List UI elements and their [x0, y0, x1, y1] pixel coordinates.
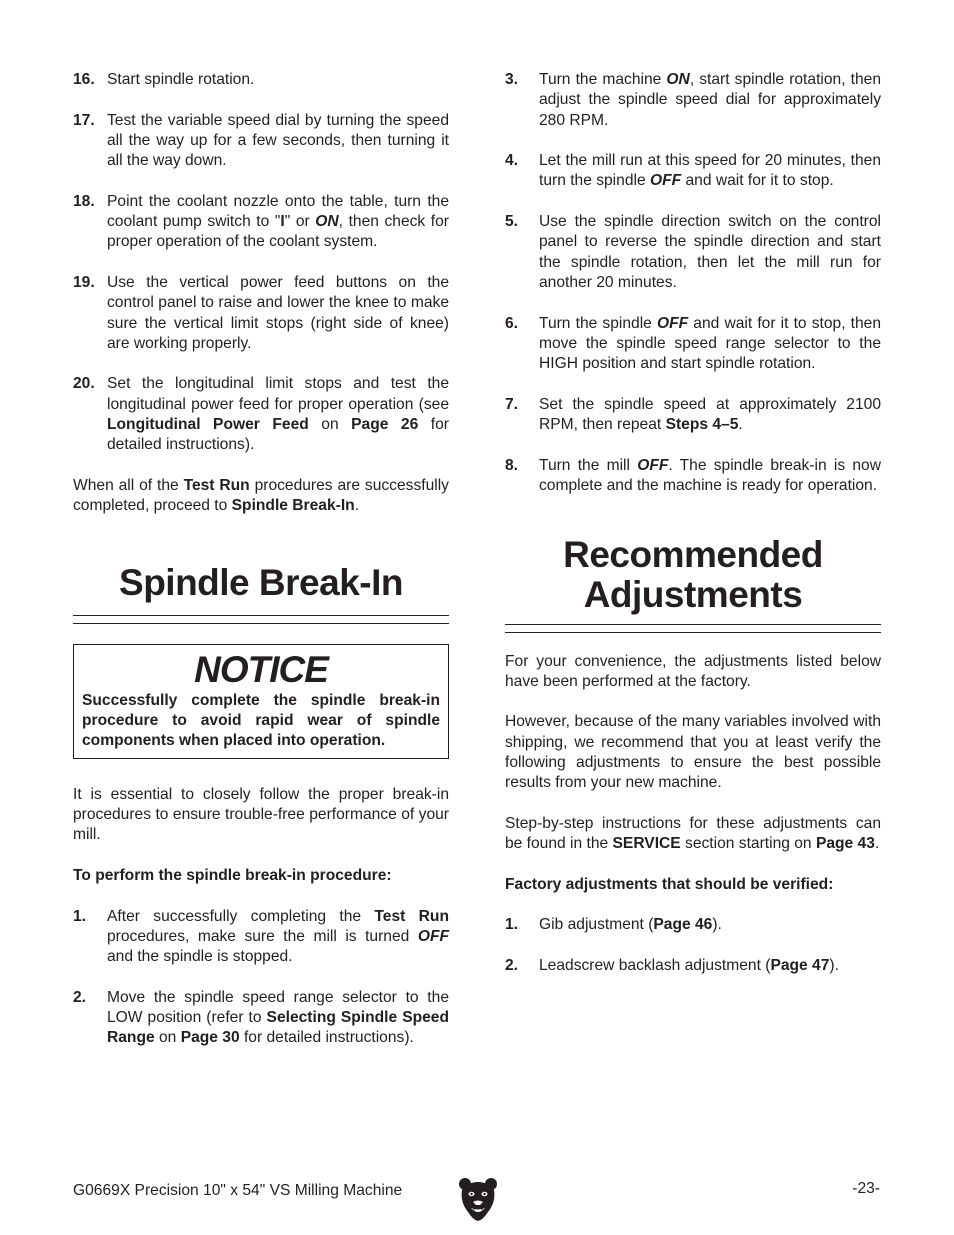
- footer-model: G0669X Precision 10" x 54" VS Milling Machine: [73, 1182, 403, 1199]
- text-run: Page 47: [770, 956, 830, 974]
- step-text: [107, 907, 449, 968]
- step-text: [539, 915, 881, 935]
- text-run: " or: [284, 213, 316, 231]
- step-number: 19.: [73, 273, 95, 291]
- text-run: Set the longitudinal limit stops and test the longitudinal power feed for proper operation (see: [107, 375, 449, 413]
- text-run: for detailed instructions).: [107, 416, 449, 454]
- step-number: 3.: [505, 71, 519, 88]
- step-text: [539, 456, 881, 497]
- numbered-step: [73, 273, 449, 354]
- numbered-step: [505, 212, 881, 293]
- text-run: Page 30: [180, 1029, 240, 1047]
- numbered-step: [505, 314, 881, 375]
- numbered-step: [505, 915, 881, 935]
- text-run: Gib adjustment (: [539, 916, 654, 934]
- step-text: [539, 151, 881, 192]
- text-run: Turn the mill: [539, 456, 638, 474]
- step-number: 20.: [73, 375, 95, 393]
- step-text: [539, 70, 881, 131]
- text-run: .: [874, 835, 880, 853]
- text-run: and wait for it to stop, then move the spindle speed range selector to the HIGH position and start spindle rotation.: [539, 314, 882, 373]
- text-run: OFF: [637, 456, 669, 474]
- notice-title: NOTICE: [194, 648, 328, 690]
- step-text: [107, 192, 449, 253]
- text-run: , then check for proper operation of the coolant system.: [107, 213, 449, 251]
- text-run: , start spindle rotation, then adjust the spindle speed dial for approximately 280 RPM.: [539, 71, 881, 129]
- step-number: 8.: [505, 456, 519, 474]
- step-number: 16.: [73, 71, 95, 88]
- text-run: ON: [666, 71, 690, 88]
- text-run: on: [308, 416, 352, 434]
- text-run: ON: [315, 213, 339, 231]
- step-number: 5.: [505, 213, 519, 231]
- text-run: OFF: [656, 314, 689, 332]
- numbered-step: [73, 374, 449, 455]
- title-line-1: Recommended: [563, 533, 823, 575]
- text-run: on: [154, 1029, 181, 1047]
- text-run: Point the coolant nozzle onto the table, turn the coolant pump switch to ": [107, 192, 449, 231]
- step-number: 17.: [73, 111, 95, 129]
- text-run: Move the spindle speed range selector to the LOW position (refer to: [107, 988, 449, 1026]
- text-run: .: [738, 416, 743, 434]
- text-run: Turn the spindle: [539, 314, 657, 332]
- step-text: [107, 374, 449, 455]
- title-line-2: Adjustments: [583, 573, 803, 615]
- adjustments-para-3: [505, 814, 881, 855]
- text-run: OFF: [417, 927, 449, 945]
- step-number: 1.: [505, 916, 519, 934]
- text-run: Page 43: [815, 835, 875, 853]
- text-run: Step-by-step instructions for these adjustments can be found in the: [505, 814, 881, 853]
- step-text: [539, 314, 881, 375]
- break-in-steps-list: [505, 70, 881, 496]
- procedure-heading: To perform the spindle break-in procedure:: [73, 866, 392, 884]
- step-text: [539, 212, 881, 293]
- text-run: procedures are successfully completed, proceed to: [73, 476, 449, 515]
- text-run: I: [280, 213, 285, 231]
- left-column: [73, 70, 449, 1069]
- adjustments-list: [505, 915, 881, 976]
- step-number: 18.: [73, 192, 95, 210]
- text-run: Let the mill run at this speed for 20 minutes, then turn the spindle: [539, 152, 881, 190]
- text-run: Use the spindle direction switch on the control panel to reverse the spindle direction and start the spindle rotation, then let the mill run for another 20 minutes.: [539, 213, 881, 291]
- step-text: [539, 395, 881, 436]
- step-text: [107, 988, 449, 1049]
- text-run: Set the spindle speed at approximately 2100 RPM, then repeat: [539, 395, 881, 434]
- numbered-step: [505, 151, 881, 192]
- text-run: Leadscrew backlash adjustment (: [539, 956, 771, 974]
- text-run: Selecting Spindle Speed Range: [107, 1008, 449, 1047]
- step-text: [107, 70, 449, 90]
- text-run: procedures, make sure the mill is turned: [107, 927, 418, 945]
- step-text: [107, 111, 449, 172]
- text-run: Page 46: [653, 916, 713, 934]
- text-run: ).: [829, 956, 839, 974]
- text-run: Test Run: [374, 907, 449, 925]
- step-number: 4.: [505, 152, 519, 170]
- text-run: .: [354, 497, 360, 515]
- text-run: and wait for it to stop.: [681, 172, 834, 190]
- text-run: After successfully completing the: [107, 907, 375, 925]
- step-number: 2.: [73, 988, 87, 1006]
- text-run: ).: [712, 916, 722, 934]
- adjustments-para-2: However, because of the many variables involved with shipping, we recommend that you at least verify the following adjustments to ensure the best possible results from your new machine.: [505, 713, 881, 792]
- step-number: 7.: [505, 395, 519, 413]
- text-run: for detailed instructions).: [239, 1029, 414, 1047]
- text-run: SERVICE: [612, 835, 681, 853]
- numbered-step: [73, 988, 449, 1049]
- break-in-intro: It is essential to closely follow the proper break-in procedures to ensure trouble-free performance of your mill.: [73, 785, 449, 844]
- text-run: Spindle Break-In: [231, 497, 355, 515]
- text-run: section starting on: [680, 835, 816, 853]
- text-run: Turn the machine: [539, 71, 667, 88]
- text-run: Start spindle rotation.: [107, 71, 255, 88]
- text-run: Steps 4–5: [665, 416, 739, 434]
- section-title-recommended-adjustments: [505, 535, 881, 615]
- text-run: . The spindle break-in is now complete and the machine is ready for operation.: [539, 456, 881, 494]
- section-title-spindle-break-in: Spindle Break-In: [119, 561, 403, 603]
- numbered-step: [505, 395, 881, 436]
- steps-bottom-list: [73, 907, 449, 1049]
- bear-head-icon: [458, 1176, 498, 1222]
- text-run: OFF: [649, 172, 682, 190]
- numbered-step: [505, 70, 881, 131]
- step-number: 6.: [505, 314, 519, 332]
- step-text: [107, 273, 449, 354]
- numbered-step: [73, 70, 449, 90]
- numbered-step: [73, 111, 449, 172]
- text-run: Test Run: [183, 476, 250, 494]
- numbered-step: [73, 192, 449, 253]
- steps-top-list: [73, 70, 449, 456]
- notice-body: Successfully complete the spindle break-in procedure to avoid rapid wear of spindle components when placed into operation.: [82, 691, 440, 750]
- text-run: Longitudinal Power Feed: [107, 416, 309, 434]
- text-run: Page 26: [351, 416, 419, 434]
- adjustments-para-1: For your convenience, the adjustments listed below have been performed at the factory.: [505, 652, 881, 690]
- factory-adjustments-heading: Factory adjustments that should be verified:: [505, 875, 834, 893]
- numbered-step: [73, 907, 449, 968]
- numbered-step: [505, 456, 881, 497]
- step-number: 1.: [73, 907, 87, 925]
- text-run: Use the vertical power feed buttons on the control panel to raise and lower the knee to make sure the vertical limit stops (right side of knee) are working properly.: [107, 273, 449, 352]
- notice-box: [73, 644, 449, 759]
- right-column: [505, 70, 881, 997]
- text-run: and the spindle is stopped.: [107, 948, 293, 966]
- step-number: 2.: [505, 956, 519, 974]
- completion-paragraph: [73, 476, 449, 517]
- text-run: When all of the: [73, 476, 184, 494]
- step-text: [539, 956, 881, 976]
- numbered-step: [505, 956, 881, 976]
- page-number: -23-: [852, 1180, 880, 1197]
- text-run: Test the variable speed dial by turning the speed all the way up for a few seconds, then turning it all the way down.: [107, 111, 449, 170]
